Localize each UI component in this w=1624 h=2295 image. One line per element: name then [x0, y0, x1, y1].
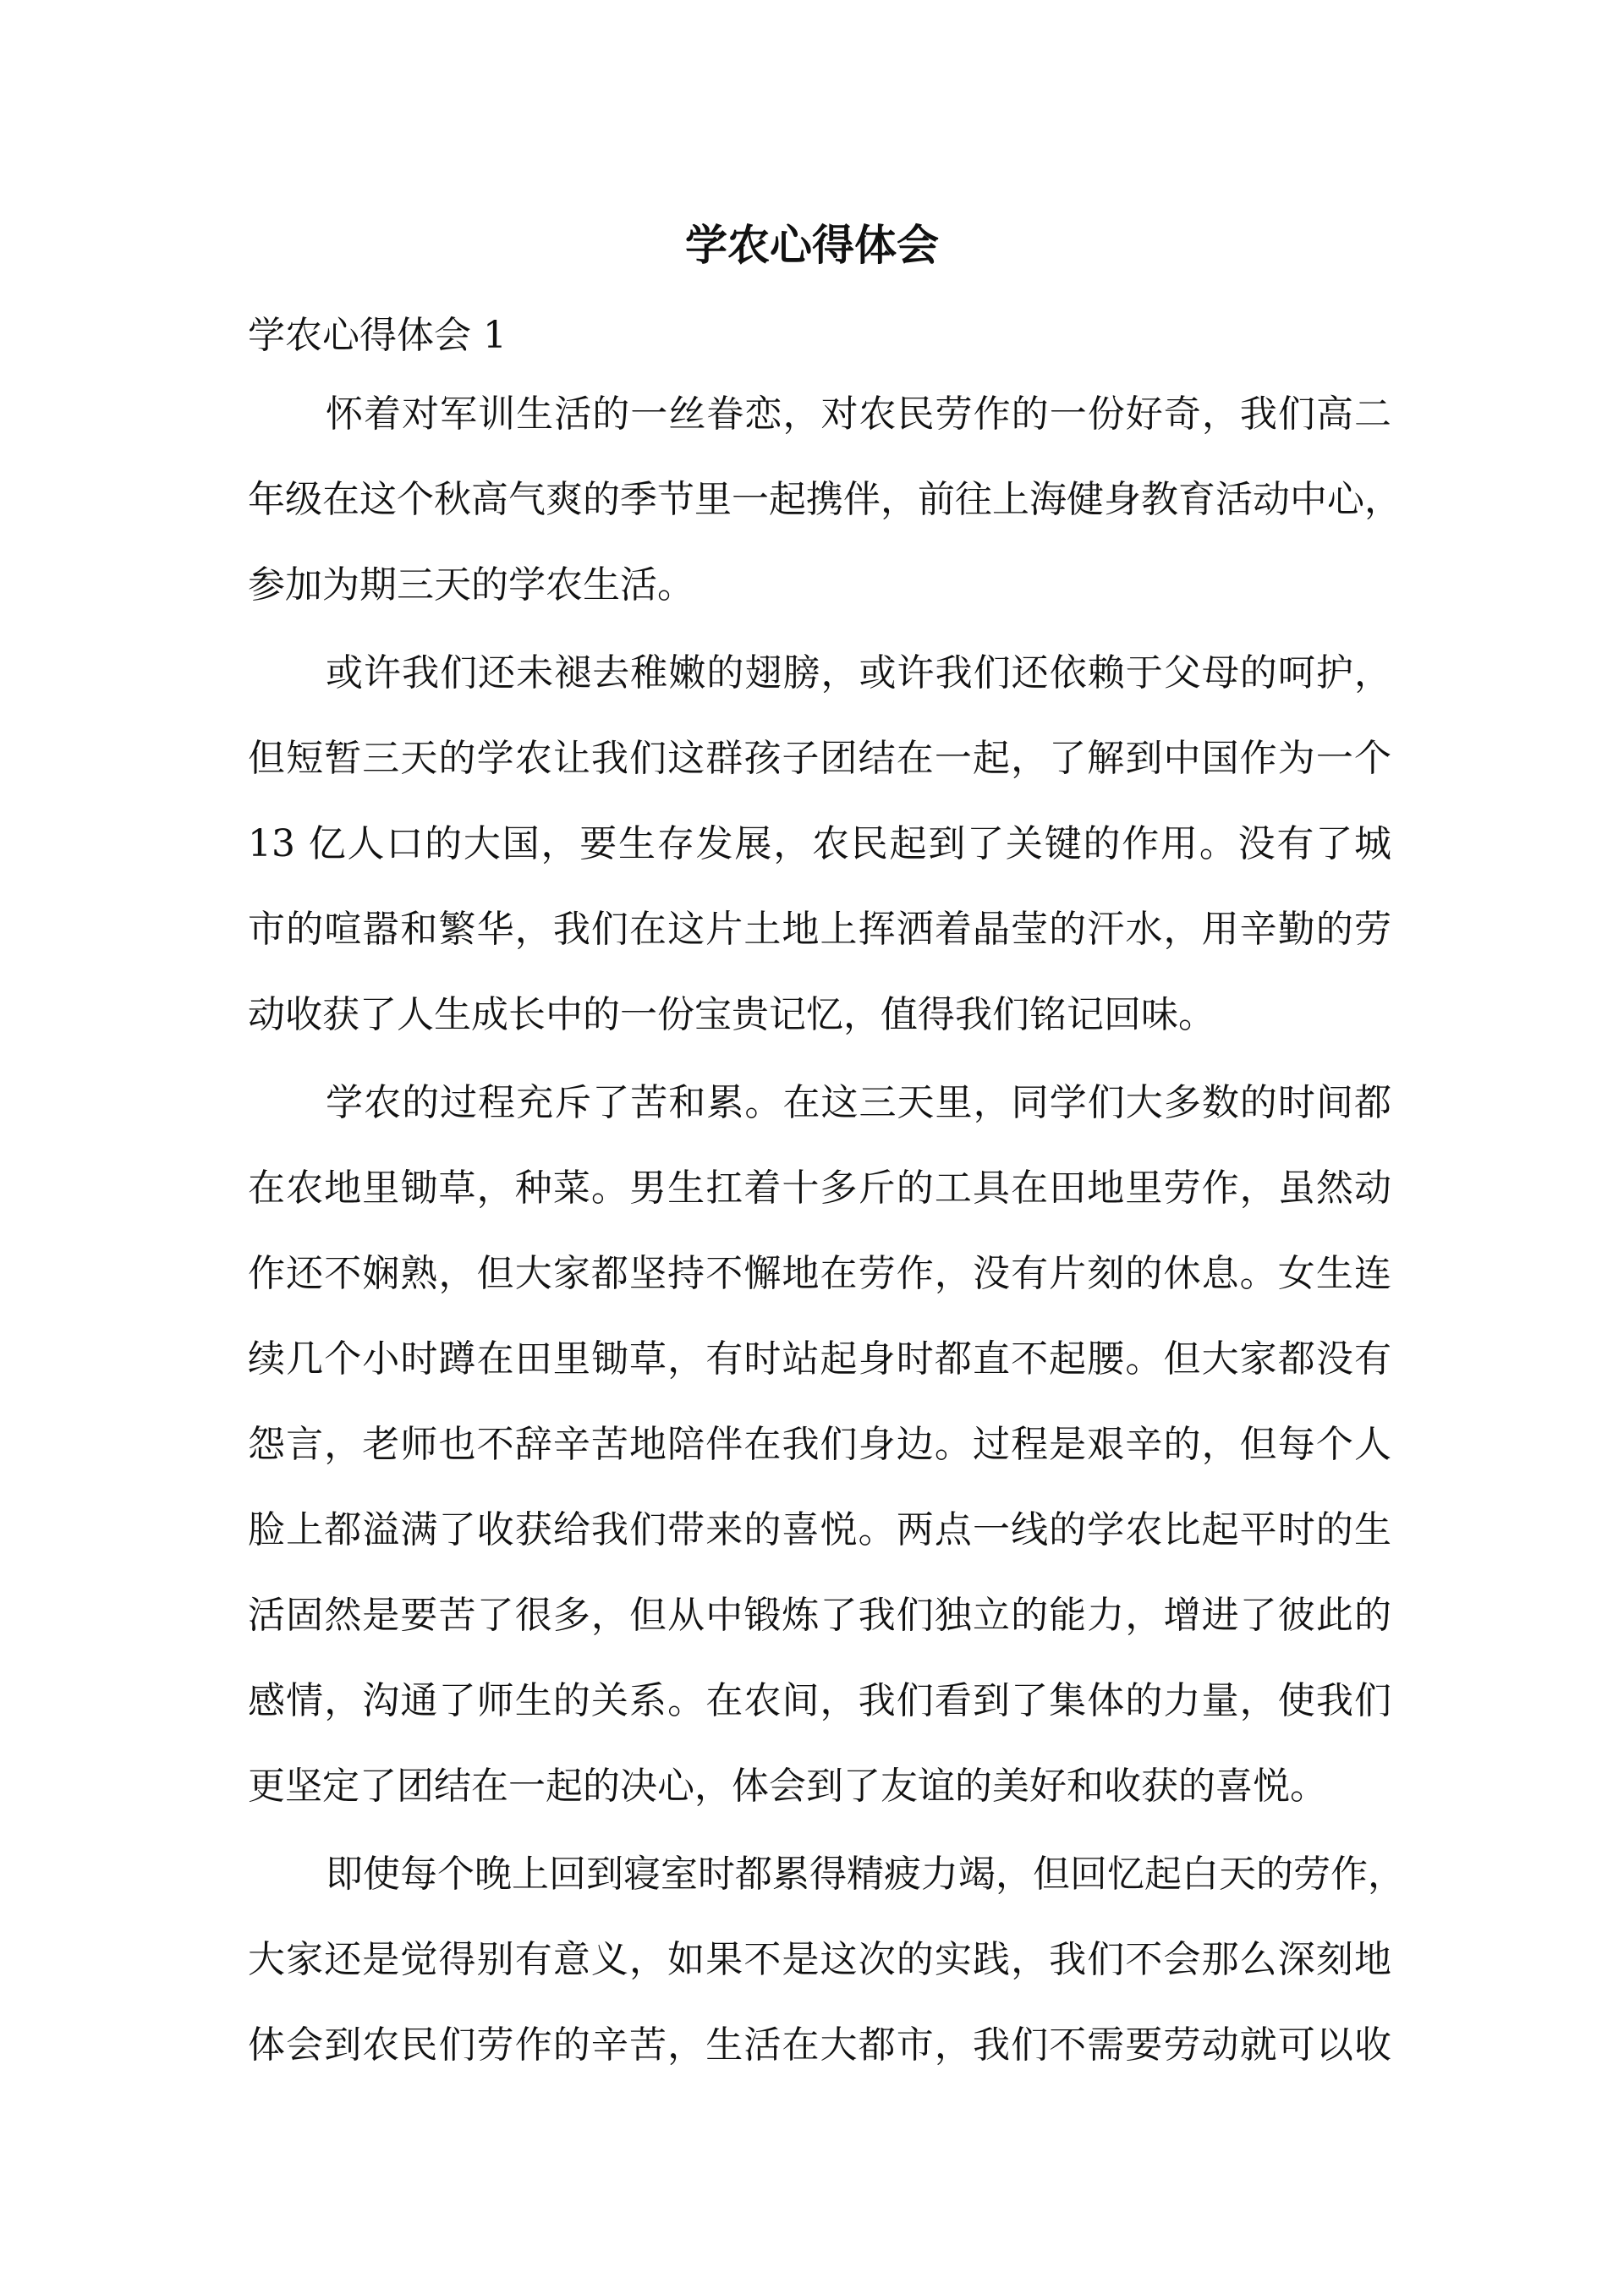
paragraph-line: 但短暂三天的学农让我们这群孩子团结在一起，了解到中国作为一个: [248, 737, 1391, 780]
paragraph-line: 年级在这个秋高气爽的季节里一起携伴，前往上海健身教育活动中心，: [248, 478, 1402, 521]
paragraph-line: 在农地里锄草，种菜。男生扛着十多斤的工具在田地里劳作，虽然动: [248, 1167, 1391, 1210]
section-heading: 学农心得体会 1: [248, 314, 507, 357]
paragraph-line: 脸上都溢满了收获给我们带来的喜悦。两点一线的学农比起平时的生: [248, 1508, 1391, 1551]
document-title: 学农心得体会: [685, 221, 939, 270]
paragraph-line: 动收获了人生成长中的一份宝贵记忆，值得我们铭记回味。: [248, 993, 1215, 1036]
paragraph-line: 续几个小时蹲在田里锄草，有时站起身时都直不起腰。但大家都没有: [248, 1337, 1391, 1381]
paragraph-line: 或许我们还未褪去稚嫩的翅膀，或许我们还依赖于父母的呵护，: [326, 651, 1391, 695]
paragraph-line: 13 亿人口的大国，要生存发展，农民起到了关键的作用。没有了城: [248, 822, 1391, 865]
paragraph-line: 市的喧嚣和繁华，我们在这片土地上挥洒着晶莹的汗水，用辛勤的劳: [248, 908, 1391, 951]
paragraph-line: 大家还是觉得别有意义，如果不是这次的实践，我们不会那么深刻地: [248, 1938, 1391, 1981]
paragraph-line: 作还不娴熟，但大家都坚持不懈地在劳作，没有片刻的休息。女生连: [248, 1252, 1391, 1295]
paragraph-line: 感情，沟通了师生的关系。在农间，我们看到了集体的力量，使我们: [248, 1679, 1391, 1722]
paragraph-line: 活固然是要苦了很多，但从中锻炼了我们独立的能力，增进了彼此的: [248, 1594, 1391, 1637]
paragraph-line: 更坚定了团结在一起的决心，体会到了友谊的美好和收获的喜悦。: [248, 1765, 1327, 1808]
paragraph-line: 体会到农民们劳作的辛苦，生活在大都市，我们不需要劳动就可以收: [248, 2023, 1391, 2067]
paragraph-line: 参加为期三天的学农生活。: [248, 563, 694, 607]
paragraph-line: 学农的过程充斥了苦和累。在这三天里，同学们大多数的时间都: [326, 1081, 1391, 1124]
paragraph-line: 怀着对军训生活的一丝眷恋，对农民劳作的一份好奇，我们高二: [326, 393, 1391, 436]
paragraph-line: 怨言，老师也不辞辛苦地陪伴在我们身边。过程是艰辛的，但每个人: [248, 1423, 1391, 1466]
paragraph-line: 即使每个晚上回到寝室时都累得精疲力竭，但回忆起白天的劳作，: [326, 1853, 1405, 1896]
